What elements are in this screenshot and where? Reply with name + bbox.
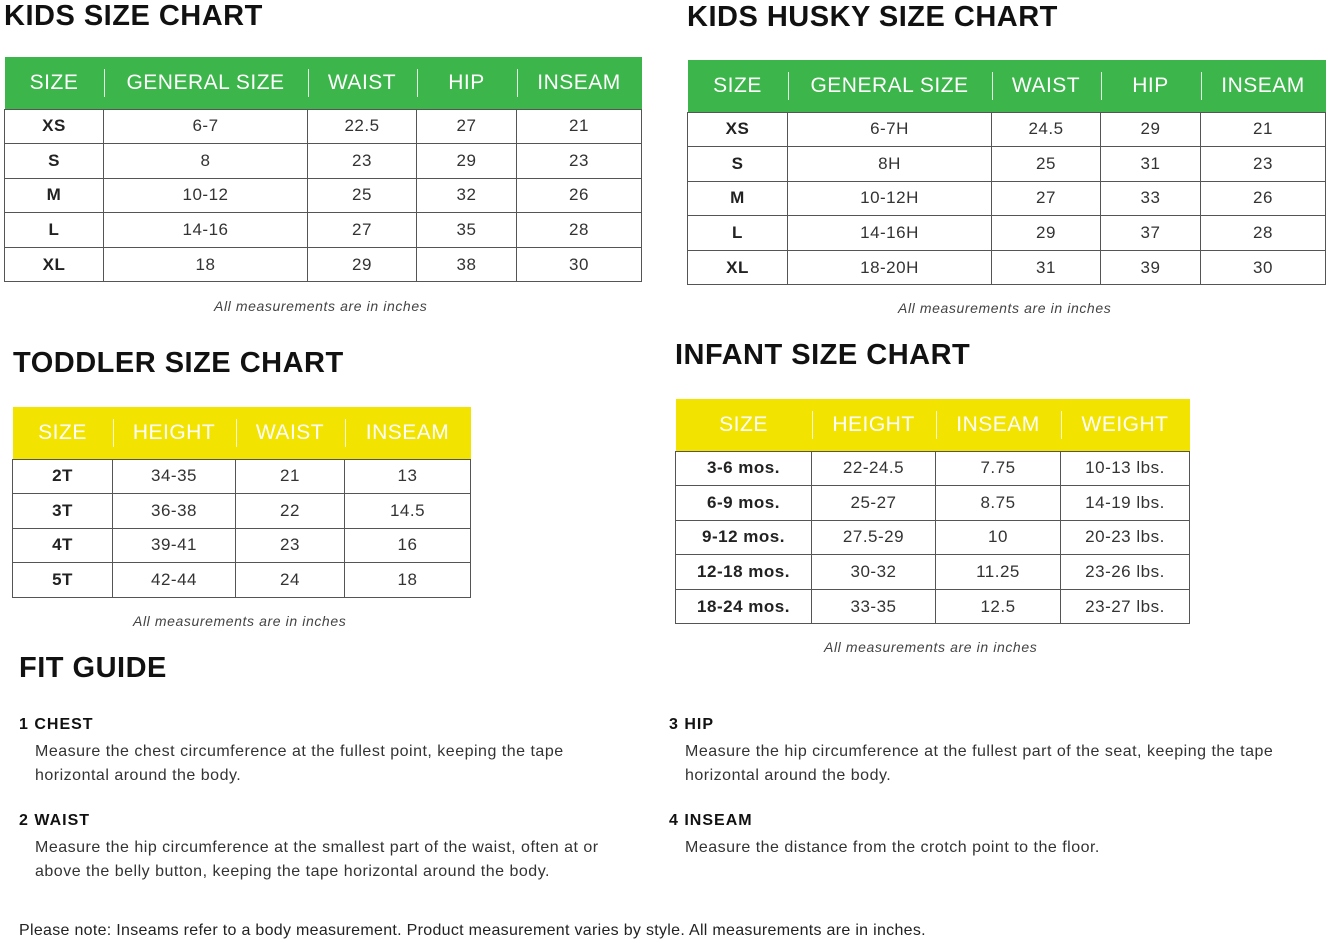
- fit-guide-title: FIT GUIDE: [19, 652, 167, 684]
- table-cell: 16: [345, 528, 471, 563]
- infant-chart-title: INFANT SIZE CHART: [675, 339, 971, 371]
- table-cell: XS: [688, 112, 788, 147]
- table-cell: 22.5: [308, 109, 417, 144]
- table-cell: 21: [517, 109, 642, 144]
- table-row: [676, 486, 1190, 521]
- table-row: [13, 563, 471, 598]
- table-cell: 18: [104, 247, 308, 282]
- fit-guide-inseam: [669, 812, 1309, 860]
- table-cell: 22: [236, 494, 345, 529]
- column-header: HEIGHT: [113, 407, 236, 459]
- table-cell: 33-35: [812, 589, 936, 624]
- table-row: [13, 494, 471, 529]
- table-cell: 10-12: [104, 178, 308, 213]
- table-cell: 42-44: [113, 563, 236, 598]
- table-cell: 23: [1201, 147, 1326, 182]
- column-header: WAIST: [236, 407, 345, 459]
- table-row: [5, 247, 642, 282]
- table-row: [688, 147, 1326, 182]
- measurement-note: All measurements are in inches: [214, 298, 428, 314]
- table-cell: 23: [236, 528, 345, 563]
- table-cell: 27: [992, 181, 1101, 216]
- table-cell: 21: [1201, 112, 1326, 147]
- table-cell: 10-13 lbs.: [1061, 451, 1190, 486]
- table-cell: 14.5: [345, 494, 471, 529]
- table-cell: 24: [236, 563, 345, 598]
- table-cell: 4T: [13, 528, 113, 563]
- table-cell: 36-38: [113, 494, 236, 529]
- table-cell: XL: [5, 247, 104, 282]
- column-header: GENERAL SIZE: [788, 60, 992, 112]
- kids-chart-title: KIDS SIZE CHART: [4, 0, 263, 32]
- column-header: HEIGHT: [812, 399, 936, 451]
- table-cell: 29: [417, 144, 517, 179]
- table-cell: XS: [5, 109, 104, 144]
- table-cell: 29: [992, 216, 1101, 251]
- table-cell: 37: [1101, 216, 1201, 251]
- table-cell: 31: [992, 250, 1101, 285]
- guide-text: Measure the hip circumference at the smallest part of the waist, often at or above the belly button, keeping the tape horizontal around the body.: [35, 839, 599, 880]
- table-row: [676, 451, 1190, 486]
- table-cell: 13: [345, 459, 471, 494]
- table-cell: 8: [104, 144, 308, 179]
- table-row: [13, 459, 471, 494]
- table-cell: 27: [308, 213, 417, 248]
- table-cell: 6-9 mos.: [676, 486, 812, 521]
- column-header: WEIGHT: [1061, 399, 1190, 451]
- table-row: [676, 589, 1190, 624]
- column-header: SIZE: [13, 407, 113, 459]
- table-cell: 14-19 lbs.: [1061, 486, 1190, 521]
- bottom-note: Please note: Inseams refer to a body measurement. Product measurement varies by style. All measurements are in inches.: [19, 922, 926, 939]
- guide-text: Measure the hip circumference at the fullest part of the seat, keeping the tape horizontal around the body.: [685, 743, 1274, 784]
- table-cell: XL: [688, 250, 788, 285]
- table-cell: 12-18 mos.: [676, 555, 812, 590]
- column-header: WAIST: [308, 57, 417, 109]
- fit-guide-hip: [669, 716, 1309, 788]
- table-cell: S: [688, 147, 788, 182]
- table-cell: 33: [1101, 181, 1201, 216]
- column-header: WAIST: [992, 60, 1101, 112]
- fit-guide-chest: [19, 716, 629, 788]
- table-cell: 12.5: [936, 589, 1061, 624]
- table-cell: 35: [417, 213, 517, 248]
- table-cell: 11.25: [936, 555, 1061, 590]
- table-cell: 38: [417, 247, 517, 282]
- table-cell: 21: [236, 459, 345, 494]
- guide-heading: 3 HIP: [669, 716, 715, 733]
- table-cell: 2T: [13, 459, 113, 494]
- table-cell: 22-24.5: [812, 451, 936, 486]
- toddler-size-table: [12, 407, 471, 598]
- table-row: [688, 112, 1326, 147]
- kids-size-table: [4, 57, 642, 282]
- table-cell: 25-27: [812, 486, 936, 521]
- table-cell: 3-6 mos.: [676, 451, 812, 486]
- table-cell: 9-12 mos.: [676, 520, 812, 555]
- table-row: [688, 181, 1326, 216]
- table-cell: 30: [1201, 250, 1326, 285]
- table-cell: L: [5, 213, 104, 248]
- table-cell: 8H: [788, 147, 992, 182]
- table-cell: 8.75: [936, 486, 1061, 521]
- table-cell: 5T: [13, 563, 113, 598]
- table-cell: M: [688, 181, 788, 216]
- table-cell: 31: [1101, 147, 1201, 182]
- table-cell: 32: [417, 178, 517, 213]
- guide-text: Measure the distance from the crotch point to the floor.: [685, 839, 1100, 856]
- infant-size-table: [675, 399, 1190, 624]
- table-cell: 34-35: [113, 459, 236, 494]
- table-row: [5, 109, 642, 144]
- table-cell: 7.75: [936, 451, 1061, 486]
- table-cell: 18-20H: [788, 250, 992, 285]
- table-row: [5, 144, 642, 179]
- table-cell: 23-27 lbs.: [1061, 589, 1190, 624]
- column-header: SIZE: [688, 60, 788, 112]
- table-cell: 6-7: [104, 109, 308, 144]
- table-cell: 14-16H: [788, 216, 992, 251]
- column-header: SIZE: [5, 57, 104, 109]
- table-cell: 26: [1201, 181, 1326, 216]
- table-cell: 25: [308, 178, 417, 213]
- table-cell: 28: [1201, 216, 1326, 251]
- table-row: [688, 216, 1326, 251]
- table-cell: 27.5-29: [812, 520, 936, 555]
- column-header: INSEAM: [517, 57, 642, 109]
- table-row: [688, 250, 1326, 285]
- table-cell: 29: [308, 247, 417, 282]
- table-row: [676, 520, 1190, 555]
- table-cell: L: [688, 216, 788, 251]
- table-cell: 3T: [13, 494, 113, 529]
- table-cell: 39: [1101, 250, 1201, 285]
- table-cell: 39-41: [113, 528, 236, 563]
- table-row: [5, 178, 642, 213]
- fit-guide-waist: [19, 812, 629, 884]
- table-cell: M: [5, 178, 104, 213]
- table-cell: 24.5: [992, 112, 1101, 147]
- measurement-note: All measurements are in inches: [824, 639, 1038, 655]
- column-header: HIP: [417, 57, 517, 109]
- column-header: INSEAM: [345, 407, 471, 459]
- column-header: GENERAL SIZE: [104, 57, 308, 109]
- table-cell: 25: [992, 147, 1101, 182]
- husky-chart-title: KIDS HUSKY SIZE CHART: [687, 1, 1058, 33]
- table-cell: 29: [1101, 112, 1201, 147]
- column-header: HIP: [1101, 60, 1201, 112]
- toddler-chart-title: TODDLER SIZE CHART: [13, 347, 344, 379]
- measurement-note: All measurements are in inches: [898, 300, 1112, 316]
- measurement-note: All measurements are in inches: [133, 613, 347, 629]
- column-header: SIZE: [676, 399, 812, 451]
- table-row: [5, 213, 642, 248]
- table-cell: 18-24 mos.: [676, 589, 812, 624]
- table-cell: 30-32: [812, 555, 936, 590]
- table-cell: 20-23 lbs.: [1061, 520, 1190, 555]
- guide-heading: 1 CHEST: [19, 716, 94, 733]
- table-cell: 27: [417, 109, 517, 144]
- table-cell: 18: [345, 563, 471, 598]
- husky-size-table: [687, 60, 1326, 285]
- table-cell: S: [5, 144, 104, 179]
- table-cell: 23: [308, 144, 417, 179]
- table-cell: 30: [517, 247, 642, 282]
- table-cell: 23-26 lbs.: [1061, 555, 1190, 590]
- table-cell: 28: [517, 213, 642, 248]
- table-cell: 10-12H: [788, 181, 992, 216]
- table-row: [13, 528, 471, 563]
- guide-heading: 4 INSEAM: [669, 812, 753, 829]
- table-cell: 6-7H: [788, 112, 992, 147]
- table-cell: 10: [936, 520, 1061, 555]
- column-header: INSEAM: [936, 399, 1061, 451]
- table-row: [676, 555, 1190, 590]
- guide-text: Measure the chest circumference at the fullest point, keeping the tape horizontal around the body.: [35, 743, 564, 784]
- table-cell: 14-16: [104, 213, 308, 248]
- table-cell: 23: [517, 144, 642, 179]
- guide-heading: 2 WAIST: [19, 812, 91, 829]
- table-cell: 26: [517, 178, 642, 213]
- column-header: INSEAM: [1201, 60, 1326, 112]
